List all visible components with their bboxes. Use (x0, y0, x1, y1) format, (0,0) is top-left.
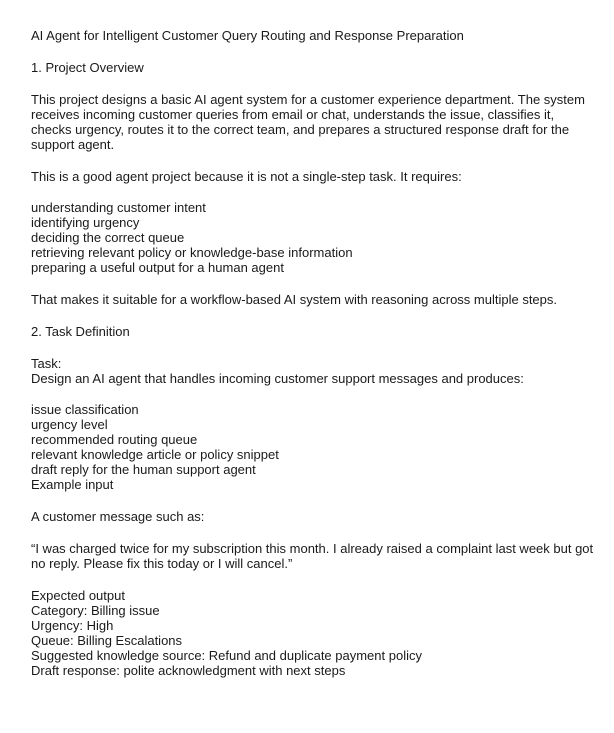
list-item: Example input (31, 477, 114, 492)
example-intro: A customer message such as: (31, 509, 205, 524)
list-item: deciding the correct queue (31, 230, 185, 245)
spacer (31, 75, 596, 92)
list-item: relevant knowledge article or policy snippet (31, 447, 279, 462)
spacer (31, 524, 596, 541)
list-item: issue classification (31, 402, 139, 417)
spacer (31, 307, 596, 324)
list-item: Category: Billing issue (31, 603, 160, 618)
requirements-intro: This is a good agent project because it is not a single-step task. It requires: (31, 169, 462, 184)
expected-output-label: Expected output (31, 588, 125, 603)
task-description: Design an AI agent that handles incoming customer support messages and produces: (31, 371, 524, 386)
spacer (31, 386, 596, 402)
spacer (31, 152, 596, 169)
list-item: identifying urgency (31, 215, 140, 230)
list-item: Queue: Billing Escalations (31, 633, 183, 648)
spacer (31, 184, 596, 200)
task-label: Task: (31, 356, 62, 371)
list-item: draft reply for the human support agent (31, 462, 256, 477)
spacer (31, 339, 596, 356)
list-item: Urgency: High (31, 618, 114, 633)
spacer (31, 492, 596, 509)
section-1-heading: 1. Project Overview (31, 60, 144, 75)
example-quote: “I was charged twice for my subscription this month. I already raised a complaint last week but got no reply. Please fix this today or I will cancel.” (31, 541, 597, 571)
outputs-list (31, 402, 596, 492)
requirements-list (31, 200, 596, 275)
spacer (31, 571, 596, 588)
list-item: Draft response: polite acknowledgment with next steps (31, 663, 346, 678)
expected-output-list (31, 603, 596, 678)
list-item: recommended routing queue (31, 432, 198, 447)
spacer (31, 43, 596, 60)
list-item: urgency level (31, 417, 108, 432)
document-body (31, 28, 596, 678)
suitability-paragraph: That makes it suitable for a workflow-based AI system with reasoning across multiple steps. (31, 292, 557, 307)
spacer (31, 275, 596, 292)
document-title: AI Agent for Intelligent Customer Query Routing and Response Preparation (31, 28, 464, 43)
list-item: understanding customer intent (31, 200, 206, 215)
overview-paragraph: This project designs a basic AI agent system for a customer experience department. The system receives incoming customer queries from email or chat, understands the issue, classifies it, checks urgency, routes it to the correct team, and prepares a structured response draft for the support agent. (31, 92, 589, 152)
list-item: preparing a useful output for a human agent (31, 260, 284, 275)
list-item: Suggested knowledge source: Refund and duplicate payment policy (31, 648, 422, 663)
list-item: retrieving relevant policy or knowledge-base information (31, 245, 353, 260)
section-2-heading: 2. Task Definition (31, 324, 130, 339)
